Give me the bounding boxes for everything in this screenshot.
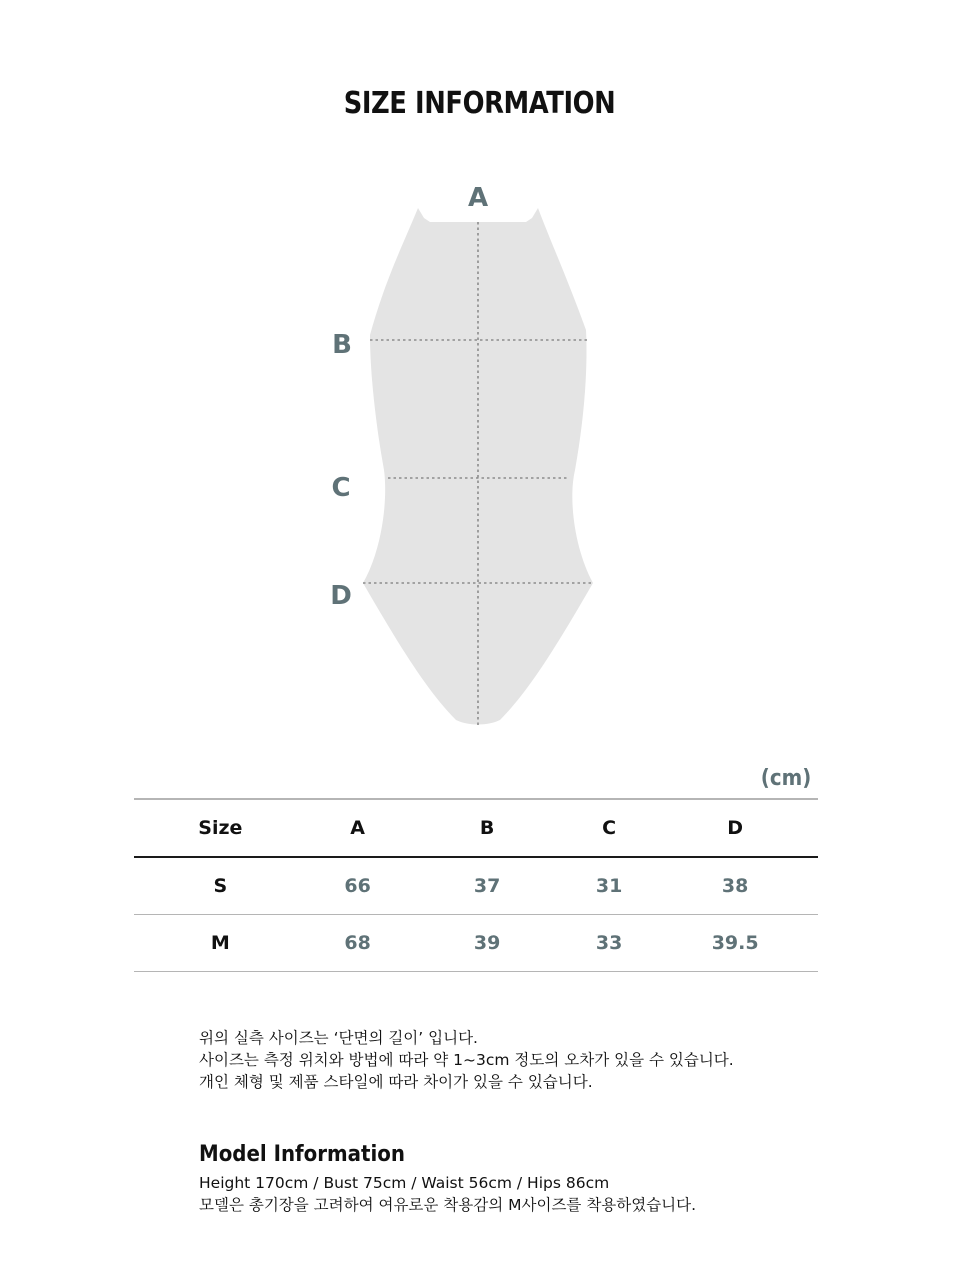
cell-b: 37: [473, 874, 501, 897]
header-c: C: [602, 817, 617, 839]
model-measurements: Height 170cm / Bust 75cm / Waist 56cm / Hips 86cm: [199, 1174, 610, 1192]
header-a: A: [350, 817, 365, 839]
table-header-row: [134, 799, 818, 857]
cell-a: 68: [344, 931, 371, 954]
cell-d: 39.5: [711, 931, 759, 954]
label-c: C: [331, 473, 351, 503]
cell-a: 66: [344, 874, 371, 897]
note-line: 위의 실측 사이즈는 ‘단면의 길이’ 입니다.: [199, 1029, 478, 1047]
header-b: B: [479, 817, 495, 839]
label-d: D: [330, 581, 352, 611]
cell-c: 33: [595, 931, 623, 954]
model-info: [199, 1172, 696, 1216]
header-d: D: [727, 817, 744, 839]
header-size: Size: [198, 817, 243, 839]
cell-size: S: [213, 874, 228, 897]
label-b: B: [332, 330, 352, 360]
cell-size: M: [210, 931, 230, 954]
model-fit-note: 모델은 총기장을 고려하여 여유로운 착용감의 M사이즈를 착용하였습니다.: [199, 1196, 697, 1214]
note-line: 개인 체형 및 제품 스타일에 따라 차이가 있을 수 있습니다.: [199, 1073, 593, 1091]
cell-b: 39: [473, 931, 501, 954]
size-table: [134, 798, 818, 972]
measurement-notes: [199, 1027, 734, 1093]
cell-d: 38: [721, 874, 749, 897]
garment-diagram: [0, 170, 959, 750]
note-line: 사이즈는 측정 위치와 방법에 따라 약 1~3cm 정도의 오차가 있을 수 있습니다.: [199, 1051, 734, 1069]
unit-label: (cm): [760, 766, 812, 791]
label-a: A: [467, 183, 489, 213]
table-row: [134, 914, 818, 971]
page-title: SIZE INFORMATION: [343, 86, 616, 121]
model-info-title: Model Information: [199, 1142, 405, 1167]
table-row: [134, 857, 818, 914]
cell-c: 31: [595, 874, 623, 897]
